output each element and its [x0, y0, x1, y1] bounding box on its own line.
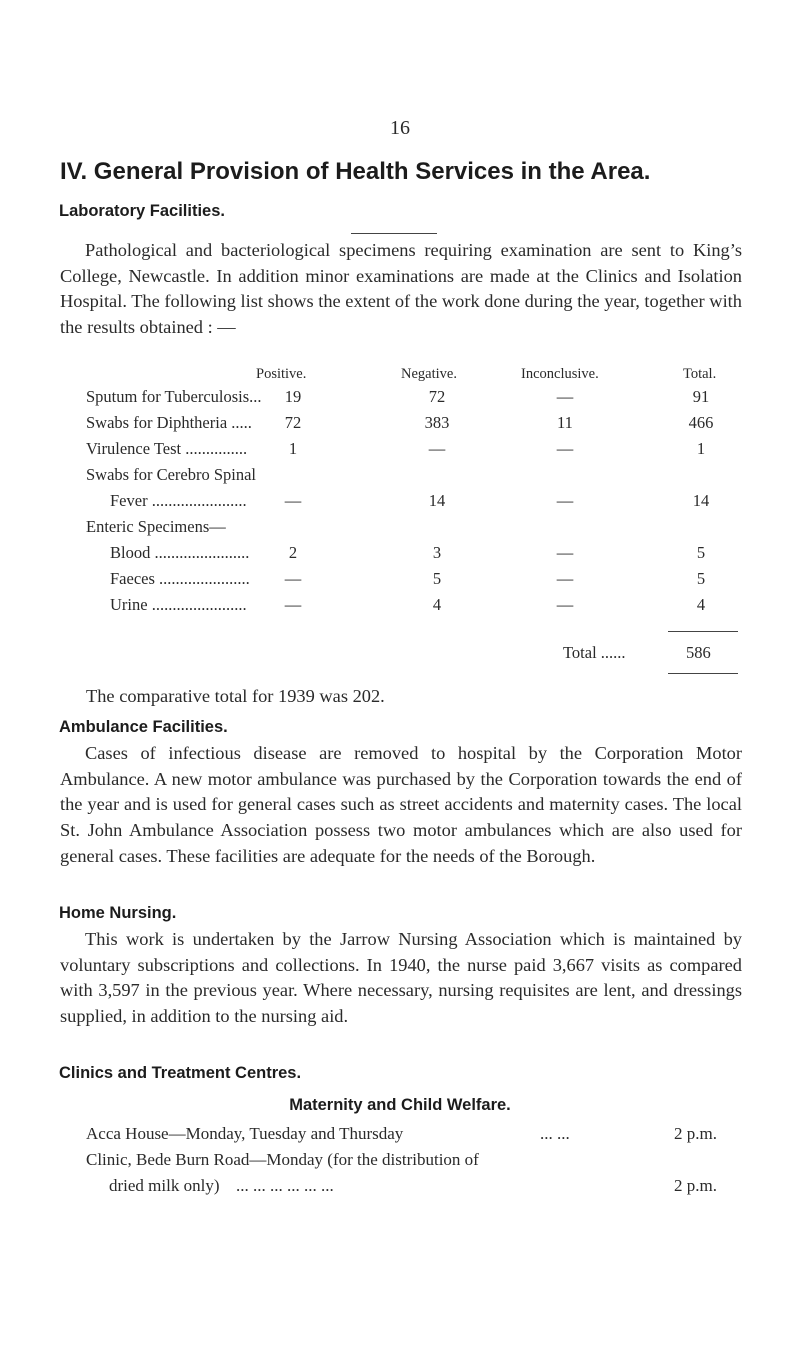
- cell-total: 91: [692, 387, 710, 406]
- leader-dots: ... ...: [540, 1124, 570, 1143]
- cell-negative: 383: [424, 413, 450, 432]
- row-label: Blood .......................: [110, 543, 250, 562]
- table-row: [0, 543, 800, 569]
- leader-dots: ... ... ... ... ... ...: [236, 1176, 334, 1195]
- clinic-time: 2 p.m.: [674, 1124, 717, 1143]
- cell-total: 1: [696, 439, 706, 458]
- row-label: Sputum for Tuberculosis...: [86, 387, 262, 406]
- cell-positive: —: [284, 491, 302, 510]
- cell-inconclusive: —: [556, 491, 574, 510]
- row-label: Swabs for Diphtheria .....: [86, 413, 252, 432]
- laboratory-heading: Laboratory Facilities.: [59, 202, 225, 220]
- cell-total: 5: [696, 569, 706, 588]
- cell-inconclusive: —: [556, 543, 574, 562]
- cell-negative: 72: [428, 387, 446, 406]
- table-row: [0, 491, 800, 517]
- clinics-heading: Clinics and Treatment Centres.: [59, 1064, 302, 1082]
- cell-negative: 5: [432, 569, 442, 588]
- table-row: [0, 569, 800, 595]
- table-row: [0, 517, 800, 543]
- row-label: Faeces ......................: [110, 569, 250, 588]
- header-negative: Negative.: [401, 366, 457, 382]
- row-label: Fever .......................: [110, 491, 247, 510]
- laboratory-intro: Pathological and bacteriological specimens requiring examination are sent to King’s College, Newcastle. In addition minor examinations are made at the Clinics and Isolation Hospital. The following list shows the extent of the work done during the year, together with the results obtained : —: [60, 240, 742, 338]
- page-number: 16: [390, 117, 410, 139]
- table-row: [0, 413, 800, 439]
- clinic-schedule-line: Acca House—Monday, Tuesday and Thursday: [86, 1124, 404, 1143]
- table-row: [0, 595, 800, 621]
- row-label: Enteric Specimens—: [86, 517, 226, 536]
- cell-inconclusive: —: [556, 595, 574, 614]
- grand-total-value: 586: [686, 643, 711, 662]
- comparative-total: The comparative total for 1939 was 202.: [86, 686, 385, 706]
- grand-total-label: Total ......: [563, 643, 626, 662]
- header-inconclusive: Inconclusive.: [521, 366, 599, 382]
- clinic-schedule-line: Clinic, Bede Burn Road—Monday (for the distribution of: [86, 1150, 479, 1169]
- row-label: Virulence Test ...............: [86, 439, 248, 458]
- maternity-subheading: Maternity and Child Welfare.: [289, 1096, 511, 1114]
- row-label: Urine .......................: [110, 595, 247, 614]
- clinic-time: 2 p.m.: [674, 1176, 717, 1195]
- cell-positive: 1: [288, 439, 298, 458]
- header-positive: Positive.: [256, 366, 307, 382]
- clinic-schedule-line: dried milk only): [109, 1176, 220, 1195]
- ambulance-text: Cases of infectious disease are removed to hospital by the Corporation Motor Ambulance. A new motor ambulance was purchased by the Corporation towards the end of the year and is used for general cases such as street accidents and maternity cases. The local St. John Ambulance Association possess two motor ambulances which are also used for general cases. These facilities are adequate for the needs of the Borough.: [60, 743, 742, 866]
- cell-negative: 4: [432, 595, 442, 614]
- table-row: [0, 387, 800, 413]
- cell-inconclusive: —: [556, 569, 574, 588]
- section-divider: [351, 233, 437, 234]
- home-nursing-text: This work is undertaken by the Jarrow Nursing Association which is maintained by voluntary subscriptions and collections. In 1940, the nurse paid 3,667 visits as compared with 3,597 in the previous year. Where necessary, nursing requisites are lent, and dressings supplied, in addition to the nursing aid.: [60, 929, 742, 1027]
- cell-negative: —: [428, 439, 446, 458]
- row-label: Swabs for Cerebro Spinal: [86, 465, 257, 484]
- cell-inconclusive: —: [556, 439, 574, 458]
- cell-negative: 14: [428, 491, 446, 510]
- total-rule-bottom: [668, 673, 738, 674]
- cell-positive: 72: [284, 413, 302, 432]
- cell-positive: —: [284, 569, 302, 588]
- table-row: [0, 439, 800, 465]
- cell-inconclusive: —: [556, 387, 574, 406]
- main-title: IV. General Provision of Health Services in the Area.: [60, 158, 651, 185]
- table-row: [0, 465, 800, 491]
- cell-positive: 2: [288, 543, 298, 562]
- cell-positive: —: [284, 595, 302, 614]
- total-rule-top: [668, 631, 738, 632]
- cell-total: 14: [692, 491, 710, 510]
- cell-inconclusive: 11: [557, 413, 573, 432]
- cell-negative: 3: [432, 543, 442, 562]
- ambulance-heading: Ambulance Facilities.: [59, 718, 228, 736]
- cell-total: 466: [688, 413, 714, 432]
- header-total: Total.: [683, 366, 717, 382]
- cell-positive: 19: [284, 387, 302, 406]
- home-nursing-heading: Home Nursing.: [59, 904, 177, 922]
- cell-total: 4: [696, 595, 706, 614]
- cell-total: 5: [696, 543, 706, 562]
